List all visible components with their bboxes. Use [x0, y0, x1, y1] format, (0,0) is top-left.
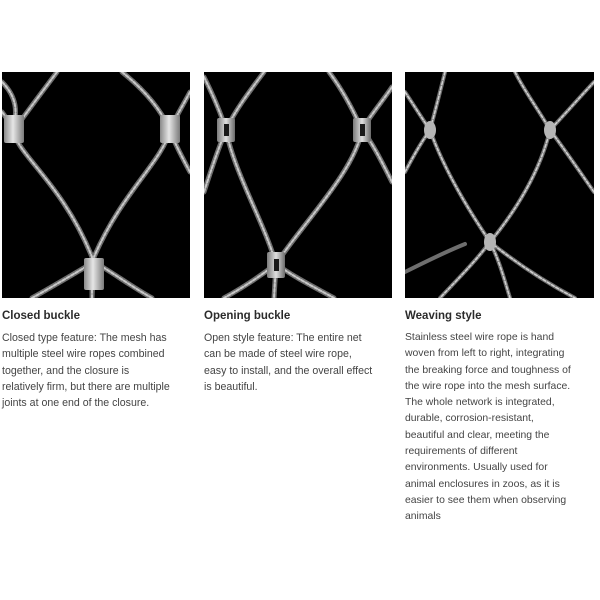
woven-mesh-photo [405, 72, 594, 298]
closed-buckle-mesh-photo [2, 72, 190, 298]
card-title: Opening buckle [204, 310, 291, 322]
opening-buckle-mesh-photo [204, 72, 392, 298]
card-opening-buckle [204, 72, 392, 395]
card-weaving-style [405, 72, 593, 526]
card-description: Open style feature: The entire net can be made of steel wire rope, easy to install, and the overall effect is beautiful. [204, 332, 373, 393]
card-description: Closed type feature: The mesh has multiple steel wire ropes combined together, and the closure is relatively firm, but there are multiple joints at one end of the closure. [2, 332, 170, 410]
card-description: Stainless steel wire rope is hand woven from left to right, integrating the breaking force and toughness of the wire rope into the mesh surface. The whole network is integrated, durable, corrosion-resistant, beautiful and clear, meeting the requirements of different environments. Usually used for animal enclosures in zoos, as it is easier to see them when observing animals [405, 332, 571, 523]
card-title: Closed buckle [2, 310, 80, 322]
card-closed-buckle [2, 72, 190, 411]
card-title: Weaving style [405, 310, 482, 322]
